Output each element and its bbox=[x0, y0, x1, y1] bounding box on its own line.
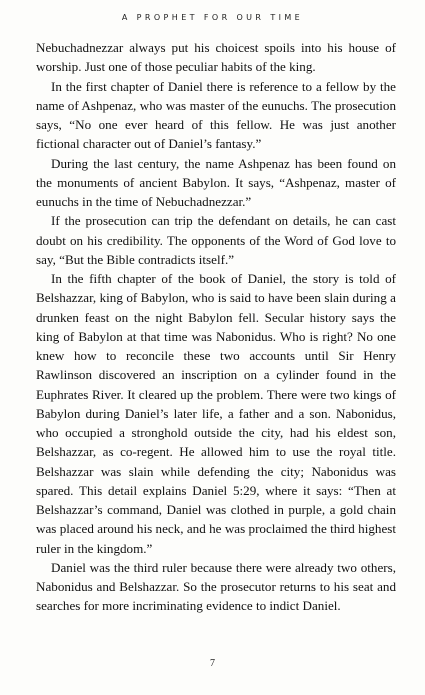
paragraph-2: In the first chapter of Daniel there is reference to a fellow by the name of Ashpenaz, who was master of the eunuchs. The prosecution says, “No one ever heard of this fellow. He was just another fictional character out of Daniel’s fantasy.” bbox=[36, 78, 396, 152]
paragraph-6: Daniel was the third ruler because there were already two others, Nabonidus and Belshazzar. So the prosecutor returns to his seat and searches for more incriminating evidence to indict Daniel. bbox=[36, 559, 396, 614]
paragraph-1: Nebuchadnezzar always put his choicest spoils into his house of worship. Just one of those peculiar habits of the king. bbox=[36, 40, 396, 75]
paragraph-5: In the fifth chapter of the book of Daniel, the story is told of Belshazzar, king of Babylon, who is said to have been slain during a drunken feast on the night Babylon fell. Secular history says the king of Babylon at that time was Nabonidus. Who is right? No one knew how to reconcile these two accounts until Sir Henry Rawlinson discovered an inscription on a cylinder found in the Euphrates River. It cleared up the problem. There were two kings of Babylon during Daniel’s later life, a father and a son. Nabonidus, who occupied a stronghold outside the city, had his eldest son, Belshazzar, as co-regent. He allowed him to use the royal title. Belshazzar was slain while defending the city; Nabonidus was spared. This detail explains Daniel 5:29, where it says: “Then at Belshazzar’s command, Daniel was clothed in purple, a gold chain was placed around his neck, and he was proclaimed the third highest ruler in the kingdom.” bbox=[36, 271, 396, 556]
paragraph-3: During the last century, the name Ashpenaz has been found on the monuments of ancient Babylon. It says, “Ashpenaz, master of eunuchs in the time of Nebuchadnezzar.” bbox=[36, 155, 396, 209]
body-text bbox=[36, 38, 396, 616]
paragraph-4: If the prosecution can trip the defendant on details, he can cast doubt on his credibility. The opponents of the Word of God love to say, “But the Bible contradicts itself.” bbox=[36, 213, 396, 267]
running-head: A PROPHET FOR OUR TIME bbox=[121, 13, 304, 22]
page-number: 7 bbox=[210, 658, 215, 669]
